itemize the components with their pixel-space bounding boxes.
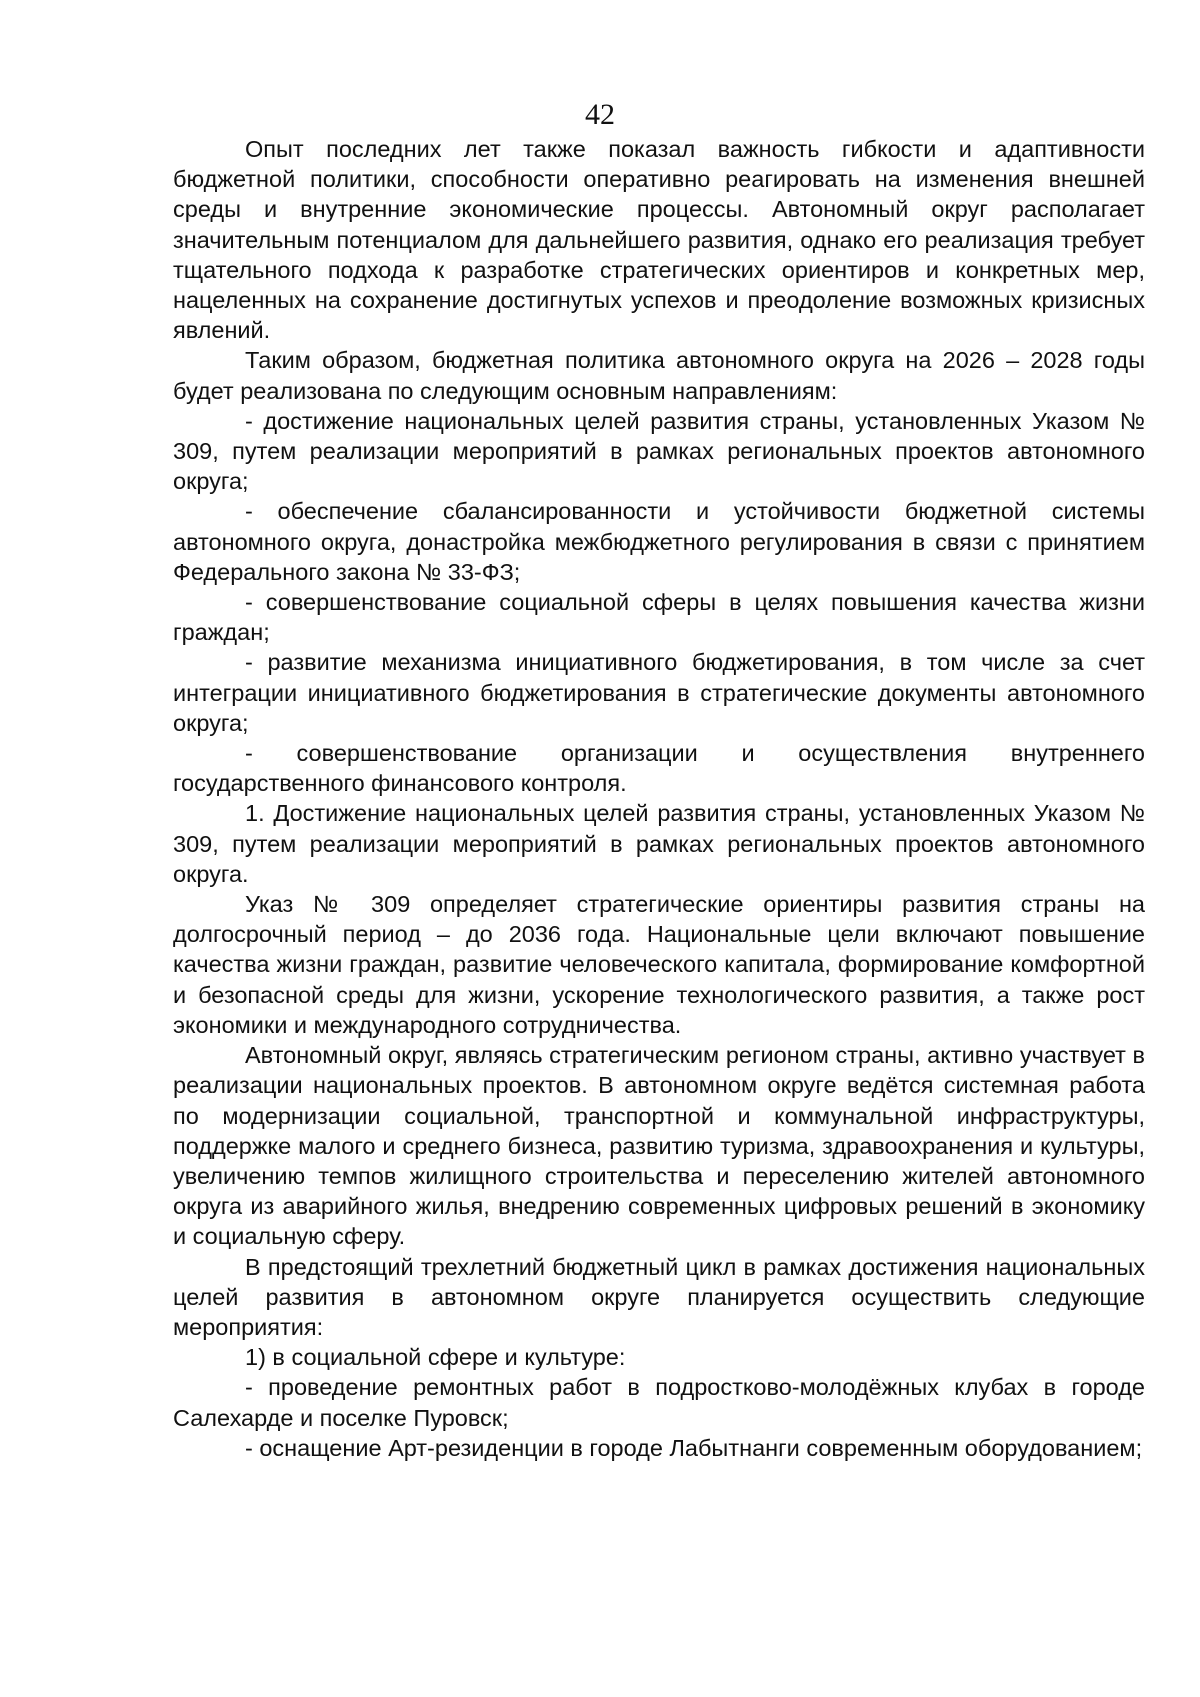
list-item-financial-control: - совершенствование организации и осуществления внутреннего государственного финансового контроля.: [173, 740, 1145, 797]
list-item-budget-balance: - обеспечение сбалансированности и устойчивости бюджетной системы автономного округа, донастройка межбюджетного регулирования в связи с принятием Федерального закона № 33-ФЗ;: [173, 498, 1145, 585]
paragraph-flexibility: Опыт последних лет также показал важность гибкости и адаптивности бюджетной политики, способности оперативно реагировать на изменения внешней среды и внутренние экономические процессы. Автономный округ располагает значительным потенциалом для дальнейшего развития, однако его реализация требует тщательного подхода к разработке стратегических ориентиров и конкретных мер, нацеленных на сохранение достигнутых успехов и преодоление возможных кризисных явлений.: [173, 136, 1145, 344]
paragraph-planned-measures: В предстоящий трехлетний бюджетный цикл в рамках достижения национальных целей развития в автономном округе планируется осуществить следующие мероприятия:: [173, 1253, 1145, 1340]
page-number: 42: [585, 98, 615, 131]
list-item-youth-clubs: - проведение ремонтных работ в подростково-молодёжных клубах в городе Салехарде и поселке Пуровск;: [173, 1374, 1145, 1431]
paragraph-decree-309: Указ № 309 определяет стратегические ориентиры развития страны на долгосрочный период – до 2036 года. Национальные цели включают повышение качества жизни граждан, развитие человеческого капитала, формирование комфортной и безопасной среды для жизни, ускорение технологического развития, а также рост экономики и международного сотрудничества.: [173, 891, 1145, 1038]
paragraph-policy-directions-intro: Таким образом, бюджетная политика автономного округа на 2026 – 2028 годы будет реализована по следующим основным направлениям:: [173, 347, 1145, 404]
subsection-social-culture: 1) в социальной сфере и культуре:: [245, 1344, 626, 1371]
list-item-initiative-budgeting: - развитие механизма инициативного бюджетирования, в том числе за счет интеграции инициативного бюджетирования в стратегические документы автономного округа;: [173, 649, 1145, 736]
document-body: [173, 134, 1145, 1463]
list-item-social-sphere: - совершенствование социальной сферы в целях повышения качества жизни граждан;: [173, 589, 1145, 646]
list-item-national-goals: - достижение национальных целей развития страны, установленных Указом № 309, путем реализации мероприятий в рамках региональных проектов автономного округа;: [173, 407, 1145, 495]
paragraph-okrug-role: Автономный округ, являясь стратегическим регионом страны, активно участвует в реализации национальных проектов. В автономном округе ведётся системная работа по модернизации социальной, транспортной и коммунальной инфраструктуры, поддержке малого и среднего бизнеса, развитию туризма, здравоохранения и культуры, увеличению темпов жилищного строительства и переселению жителей автономного округа из аварийного жилья, внедрению современных цифровых решений в экономику и социальную сферу.: [173, 1042, 1145, 1250]
section-heading-1: 1. Достижение национальных целей развития страны, установленных Указом № 309, путем реализации мероприятий в рамках региональных проектов автономного округа.: [173, 800, 1145, 887]
list-item-art-residence: - оснащение Арт-резиденции в городе Лабытнанги современным оборудованием;: [245, 1434, 1143, 1461]
